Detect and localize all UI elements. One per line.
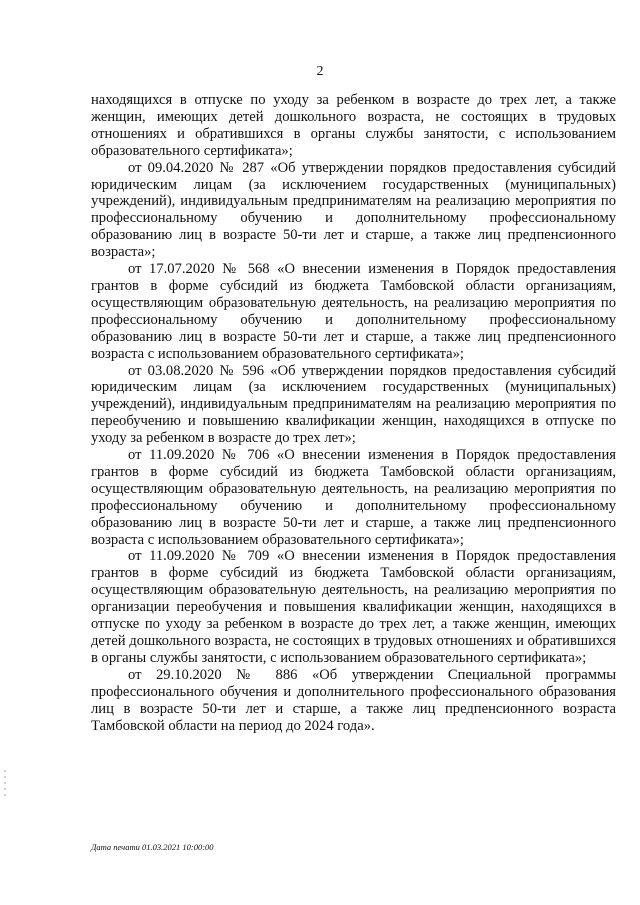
paragraph-resolution-886: от 29.10.2020 № 886 «Об утверждении Специальной программы профессионального обучения и дополнительного профессионального образования лиц в возрасте 50-ти лет и старше, а также лиц предпенсионного возраста Тамбовской области на период до 2024 года». — [91, 666, 616, 734]
document-body — [91, 92, 616, 734]
paragraph-resolution-568: от 17.07.2020 № 568 «О внесении изменения в Порядок предоставления грантов в форме субсидий из бюджета Тамбовской области организациям, осуществляющим образовательную деятельность, на реализацию мероприятия по профессиональному обучению и дополнительному профессиональному образованию лиц в возрасте 50-ти лет и старше, а также лиц предпенсионного возраста с использованием образовательного сертификата»; — [91, 261, 616, 362]
paragraph-continuation: находящихся в отпуске по уходу за ребенком в возрасте до трех лет, а также женщин, имеющих детей дошкольного возраста, не состоящих в трудовых отношениях и обратившихся в органы службы занятости, с использованием образовательного сертификата»; — [91, 92, 616, 159]
paragraph-resolution-706: от 11.09.2020 № 706 «О внесении изменения в Порядок предоставления грантов в форме субсидий из бюджета Тамбовской области организациям, осуществляющим образовательную деятельность, на реализацию мероприятия по профессиональному обучению и дополнительному профессиональному образованию лиц в возрасте 50-ти лет и старше, а также лиц предпенсионного возраста с использованием образовательного сертификата»; — [91, 447, 616, 548]
scan-margin-mark — [4, 770, 6, 810]
paragraph-resolution-596: от 03.08.2020 № 596 «Об утверждении порядков предоставления субсидий юридическим лицам (за исключением государственных (муниципальных) учреждений), индивидуальным предпринимателям на реализацию мероприятия по переобучению и повышению квалификации женщин, находящихся в отпуске по уходу за ребенком в возрасте до трех лет»; — [91, 362, 616, 447]
paragraph-resolution-287: от 09.04.2020 № 287 «Об утверждении порядков предоставления субсидий юридическим лицам (за исключением государственных (муниципальных) учреждений), индивидуальным предпринимателям на реализацию мероприятия по профессиональному обучению и дополнительному профессиональному образованию лиц в возрасте 50-ти лет и старше, а также лиц предпенсионного возраста»; — [91, 159, 616, 261]
print-date-footer: Дата печати 01.03.2021 10:00:00 — [91, 842, 214, 852]
paragraph-resolution-709: от 11.09.2020 № 709 «О внесении изменения в Порядок предоставления грантов в форме субсидий из бюджета Тамбовской области организациям, осуществляющим образовательную деятельность, на реализацию мероприятия по организации переобучения и повышения квалификации женщин, находящихся в отпуске по уходу за ребенком в возрасте до трех лет, а также женщин, имеющих детей дошкольного возраста, не состоящих в трудовых отношениях и обратившихся в органы службы занятости, с использованием образовательного сертификата»; — [91, 548, 616, 666]
page-number: 2 — [316, 64, 324, 79]
